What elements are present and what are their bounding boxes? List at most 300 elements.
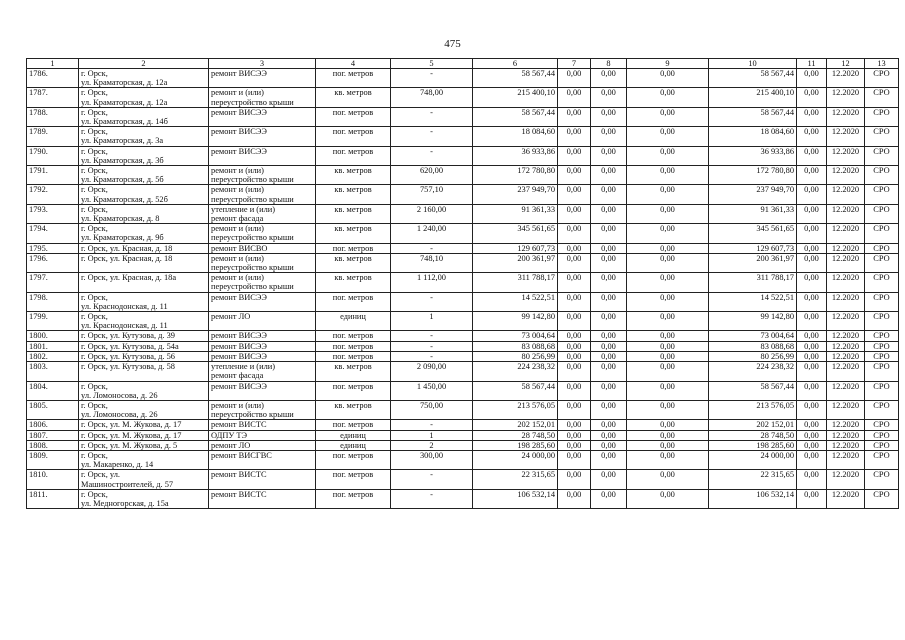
table-cell: СРО (865, 88, 899, 107)
table-cell (209, 341, 316, 351)
table-cell: 22 315,65 (473, 470, 558, 489)
table-cell: кв. метров (316, 400, 391, 419)
column-header: 7 (558, 59, 591, 69)
table-cell: 0,00 (591, 440, 627, 450)
cell-line: г. Орск, ул. М. Жукова, д. 17 (81, 430, 182, 440)
table-cell: 0,00 (797, 489, 827, 508)
table-cell: 12.2020 (827, 362, 865, 381)
table-cell: кв. метров (316, 88, 391, 107)
table-cell: 0,00 (627, 243, 709, 253)
table-cell: 0,00 (627, 430, 709, 440)
cell-line: ул. Краматорская, д. 12а (81, 97, 168, 107)
table-cell: 0,00 (558, 489, 591, 508)
table-cell: 215 400,10 (473, 88, 558, 107)
cell-line: ул. Краматорская, д. 12а (81, 78, 168, 88)
table-cell: 0,00 (558, 107, 591, 126)
cell-line: переустройство крыши (211, 194, 294, 204)
table-cell: 0,00 (627, 273, 709, 292)
cell-line: г. Орск, (81, 292, 108, 302)
table-cell: пог. метров (316, 470, 391, 489)
table-cell: 750,00 (391, 400, 473, 419)
table-cell: 14 522,51 (473, 292, 558, 311)
table-cell (209, 470, 316, 489)
table-cell: кв. метров (316, 253, 391, 272)
table-cell: 28 748,50 (473, 430, 558, 440)
table-cell: 73 004,64 (473, 331, 558, 341)
table-cell: 620,00 (391, 166, 473, 185)
table-cell (209, 107, 316, 126)
table-cell: - (391, 292, 473, 311)
table-cell (209, 381, 316, 400)
table-cell: 0,00 (627, 312, 709, 331)
table-cell: 311 788,17 (473, 273, 558, 292)
table-cell (79, 243, 209, 253)
table-cell: 12.2020 (827, 400, 865, 419)
table-cell: пог. метров (316, 351, 391, 361)
column-header: 11 (797, 59, 827, 69)
cell-line: г. Орск, ул. Кутузова, д. 56 (81, 351, 175, 361)
table-cell: 0,00 (591, 146, 627, 165)
cell-line: г. Орск, ул. М. Жукова, д. 17 (81, 420, 182, 430)
table-cell: 0,00 (797, 341, 827, 351)
table-cell: 0,00 (797, 224, 827, 243)
table-cell: 12.2020 (827, 88, 865, 107)
table-cell (79, 331, 209, 341)
table-cell: кв. метров (316, 273, 391, 292)
table-cell: СРО (865, 400, 899, 419)
table-row (27, 292, 899, 311)
table-cell: кв. метров (316, 166, 391, 185)
table-cell: 58 567,44 (473, 381, 558, 400)
table-cell: 0,00 (627, 146, 709, 165)
table-cell: 0,00 (627, 341, 709, 351)
table-cell: 0,00 (591, 400, 627, 419)
table-cell: 0,00 (591, 69, 627, 88)
table-cell: 129 607,73 (473, 243, 558, 253)
table-cell (209, 146, 316, 165)
table-cell (79, 69, 209, 88)
table-cell: 0,00 (558, 204, 591, 223)
table-cell: 1 (391, 312, 473, 331)
table-cell (209, 440, 316, 450)
table-cell: 224 238,32 (473, 362, 558, 381)
table-cell: 91 361,33 (709, 204, 797, 223)
table-cell: 0,00 (627, 166, 709, 185)
table-cell: 172 780,80 (709, 166, 797, 185)
table-cell: 0,00 (797, 312, 827, 331)
table-cell: кв. метров (316, 185, 391, 204)
table-cell: 12.2020 (827, 224, 865, 243)
table-row (27, 185, 899, 204)
table-cell: кв. метров (316, 362, 391, 381)
cell-line: ул. Макаренко, д. 14 (81, 460, 154, 470)
table-cell: 1 240,00 (391, 224, 473, 243)
table-cell: 0,00 (797, 273, 827, 292)
table-cell: пог. метров (316, 69, 391, 88)
table-row (27, 362, 899, 381)
table-cell: СРО (865, 351, 899, 361)
table-cell: 0,00 (558, 185, 591, 204)
table-cell: 0,00 (591, 331, 627, 341)
table-cell: 58 567,44 (709, 381, 797, 400)
column-header: 2 (79, 59, 209, 69)
table-cell: 0,00 (558, 224, 591, 243)
table-cell: 0,00 (627, 381, 709, 400)
table-cell: 1802. (27, 351, 79, 361)
table-cell: пог. метров (316, 331, 391, 341)
table-cell: 0,00 (627, 88, 709, 107)
table-cell (209, 351, 316, 361)
table-cell (79, 88, 209, 107)
table-row (27, 146, 899, 165)
table-cell: 12.2020 (827, 420, 865, 430)
table-cell: СРО (865, 204, 899, 223)
table-cell: 1799. (27, 312, 79, 331)
cell-line: ремонт фасада (211, 371, 264, 381)
table-cell: 0,00 (797, 430, 827, 440)
cell-line: ремонт ВИСТС (211, 420, 267, 430)
table-cell: СРО (865, 166, 899, 185)
cell-line: г. Орск, (81, 204, 108, 214)
table-row (27, 440, 899, 450)
table-cell: 12.2020 (827, 331, 865, 341)
table-cell: 0,00 (591, 243, 627, 253)
table-cell: 0,00 (591, 381, 627, 400)
table-row (27, 166, 899, 185)
cell-line: ул. Ломоносова, д. 26 (81, 390, 158, 400)
table-cell (79, 420, 209, 430)
table-cell: - (391, 351, 473, 361)
table-cell (79, 351, 209, 361)
table-cell: 213 576,05 (709, 400, 797, 419)
table-cell: 224 238,32 (709, 362, 797, 381)
cell-line: г. Орск, (81, 88, 108, 98)
table-cell (79, 224, 209, 243)
table-cell: 83 088,68 (473, 341, 558, 351)
table-cell: 18 084,60 (709, 127, 797, 146)
table-cell: 1800. (27, 331, 79, 341)
table-cell: СРО (865, 331, 899, 341)
cell-line: переустройство крыши (211, 263, 294, 273)
table-cell: 12.2020 (827, 351, 865, 361)
table-row (27, 107, 899, 126)
table-cell: 0,00 (558, 351, 591, 361)
table-body (27, 69, 899, 509)
table-cell: 198 285,60 (473, 440, 558, 450)
table-cell: пог. метров (316, 489, 391, 508)
table-cell: 0,00 (797, 470, 827, 489)
table-cell: 215 400,10 (709, 88, 797, 107)
table-cell: 0,00 (558, 253, 591, 272)
table-cell: 1797. (27, 273, 79, 292)
cell-line: ремонт ВИСЭЭ (211, 351, 267, 361)
table-cell: - (391, 331, 473, 341)
table-cell (209, 273, 316, 292)
table-cell: пог. метров (316, 341, 391, 351)
table-cell: 0,00 (591, 420, 627, 430)
column-header: 5 (391, 59, 473, 69)
table-cell: 0,00 (797, 351, 827, 361)
table-cell: 0,00 (627, 292, 709, 311)
table-cell: 22 315,65 (709, 470, 797, 489)
table-cell: 0,00 (591, 450, 627, 469)
table-cell: 0,00 (591, 185, 627, 204)
table-cell: 0,00 (591, 351, 627, 361)
table-cell: 0,00 (591, 430, 627, 440)
table-cell: 757,10 (391, 185, 473, 204)
cell-line: г. Орск, (81, 489, 108, 499)
table-cell: кв. метров (316, 204, 391, 223)
table-cell: 1786. (27, 69, 79, 88)
table-cell: СРО (865, 312, 899, 331)
table-cell: 0,00 (627, 69, 709, 88)
table-cell: 0,00 (591, 107, 627, 126)
table-cell: 0,00 (797, 450, 827, 469)
table-cell: пог. метров (316, 127, 391, 146)
table-cell: 0,00 (627, 489, 709, 508)
table-cell (209, 430, 316, 440)
table-cell: 0,00 (797, 204, 827, 223)
table-cell: пог. метров (316, 107, 391, 126)
cell-line: ремонт и (или) (211, 273, 264, 283)
table-cell: 0,00 (627, 362, 709, 381)
cell-line: ремонт и (или) (211, 224, 264, 234)
table-cell: 0,00 (558, 381, 591, 400)
table-cell: 0,00 (591, 88, 627, 107)
cell-line: ремонт ВИСЭЭ (211, 341, 267, 351)
table-cell: - (391, 69, 473, 88)
table-cell: 0,00 (627, 470, 709, 489)
table-cell: СРО (865, 253, 899, 272)
table-cell: 0,00 (591, 341, 627, 351)
cell-line: г. Орск, ул. Кутузова, д. 39 (81, 331, 175, 341)
cell-line: ремонт и (или) (211, 253, 264, 263)
cell-line: утепление и (или) (211, 362, 276, 372)
cell-line: ул. Краматорская, д. 5б (81, 175, 164, 185)
column-header: 9 (627, 59, 709, 69)
table-cell: 345 561,65 (709, 224, 797, 243)
cell-line: ул. Медногорская, д. 15а (81, 498, 169, 508)
table-cell: 12.2020 (827, 127, 865, 146)
table-cell: 14 522,51 (709, 292, 797, 311)
capital-repair-table (26, 58, 899, 509)
cell-line: г. Орск, ул. Кутузова, д. 58 (81, 362, 175, 372)
table-cell: 1792. (27, 185, 79, 204)
table-cell: 12.2020 (827, 312, 865, 331)
table-cell: 1 (391, 430, 473, 440)
table-cell: 99 142,80 (709, 312, 797, 331)
table-cell: 1803. (27, 362, 79, 381)
table-cell (79, 381, 209, 400)
table-cell: 12.2020 (827, 489, 865, 508)
cell-line: ремонт ВИСЭЭ (211, 127, 267, 137)
table-row (27, 381, 899, 400)
cell-line: ремонт и (или) (211, 185, 264, 195)
cell-line: ремонт ВИСЭЭ (211, 146, 267, 156)
cell-line: г. Орск, (81, 107, 108, 117)
table-cell: пог. метров (316, 450, 391, 469)
table-cell: 0,00 (558, 440, 591, 450)
table-cell (79, 450, 209, 469)
table-cell: 1793. (27, 204, 79, 223)
table-cell: СРО (865, 224, 899, 243)
table-cell: 0,00 (797, 185, 827, 204)
table-cell: СРО (865, 127, 899, 146)
cell-line: ремонт ЛО (211, 312, 251, 322)
table-cell: 1788. (27, 107, 79, 126)
column-header: 4 (316, 59, 391, 69)
table-cell: 129 607,73 (709, 243, 797, 253)
cell-line: г. Орск, ул. (81, 470, 120, 480)
table-row (27, 127, 899, 146)
table-cell: 12.2020 (827, 253, 865, 272)
table-cell: пог. метров (316, 243, 391, 253)
table-cell (209, 204, 316, 223)
table-cell: - (391, 243, 473, 253)
table-cell: 1789. (27, 127, 79, 146)
table-cell: 1 450,00 (391, 381, 473, 400)
table-cell: 0,00 (627, 331, 709, 341)
table-row (27, 253, 899, 272)
table-cell: 0,00 (797, 292, 827, 311)
table-cell: 0,00 (558, 127, 591, 146)
table-cell: 345 561,65 (473, 224, 558, 243)
cell-line: ремонт ВИСЭЭ (211, 381, 267, 391)
table-cell: 1810. (27, 470, 79, 489)
table-cell: 300,00 (391, 450, 473, 469)
table-cell: единиц (316, 312, 391, 331)
table-cell: 237 949,70 (709, 185, 797, 204)
table-cell: 1787. (27, 88, 79, 107)
table-cell (209, 450, 316, 469)
table-cell: 58 567,44 (709, 69, 797, 88)
table-row (27, 69, 899, 88)
table-cell (209, 166, 316, 185)
cell-line: г. Орск, (81, 185, 108, 195)
table-row (27, 351, 899, 361)
table-cell: СРО (865, 185, 899, 204)
table-cell: 0,00 (627, 400, 709, 419)
table-cell: 0,00 (627, 185, 709, 204)
table-cell (209, 243, 316, 253)
table-cell: 12.2020 (827, 440, 865, 450)
cell-line: ремонт и (или) (211, 166, 264, 176)
table-cell: СРО (865, 440, 899, 450)
table-cell: СРО (865, 69, 899, 88)
table-cell: 200 361,97 (709, 253, 797, 272)
cell-line: г. Орск, ул. Кутузова, д. 54а (81, 341, 179, 351)
table-cell: 0,00 (558, 69, 591, 88)
cell-line: ремонт ВИСГВС (211, 450, 272, 460)
cell-line: ремонт ВИСТС (211, 489, 267, 499)
table-cell: 0,00 (627, 127, 709, 146)
column-header: 3 (209, 59, 316, 69)
table-cell: - (391, 470, 473, 489)
table-cell: СРО (865, 450, 899, 469)
cell-line: ремонт ЛО (211, 440, 251, 450)
table-cell: СРО (865, 273, 899, 292)
table-cell: 1811. (27, 489, 79, 508)
cell-line: Машиностроителей, д. 57 (81, 479, 174, 489)
table-cell: 0,00 (558, 362, 591, 381)
cell-line: переустройство крыши (211, 97, 294, 107)
table-cell: 1795. (27, 243, 79, 253)
table-cell (79, 204, 209, 223)
table-cell: СРО (865, 381, 899, 400)
table-cell: 12.2020 (827, 146, 865, 165)
table-cell: СРО (865, 420, 899, 430)
table-cell: 24 000,00 (709, 450, 797, 469)
table-cell: 0,00 (797, 166, 827, 185)
table-cell (79, 253, 209, 272)
column-header: 13 (865, 59, 899, 69)
table-cell: 0,00 (591, 224, 627, 243)
table-cell: - (391, 146, 473, 165)
cell-line: переустройство крыши (211, 410, 294, 420)
table-cell: 80 256,99 (473, 351, 558, 361)
table-row (27, 273, 899, 292)
table-cell: - (391, 107, 473, 126)
table-cell (79, 292, 209, 311)
table-cell: 91 361,33 (473, 204, 558, 223)
table-cell: 0,00 (797, 88, 827, 107)
table-cell: 1807. (27, 430, 79, 440)
table-cell: пог. метров (316, 420, 391, 430)
cell-line: ремонт ВИСТС (211, 470, 267, 480)
table-cell: единиц (316, 440, 391, 450)
table-row (27, 430, 899, 440)
table-cell: 0,00 (797, 253, 827, 272)
table-cell: 0,00 (627, 351, 709, 361)
table-cell: 36 933,86 (473, 146, 558, 165)
cell-line: г. Орск, (81, 450, 108, 460)
table-row (27, 420, 899, 430)
cell-line: г. Орск, (81, 400, 108, 410)
table-cell: 12.2020 (827, 107, 865, 126)
table-row (27, 312, 899, 331)
table-cell: 0,00 (558, 450, 591, 469)
table-cell (209, 127, 316, 146)
table-cell: 0,00 (558, 273, 591, 292)
table-cell (209, 88, 316, 107)
table-cell: 2 090,00 (391, 362, 473, 381)
table-cell: 1809. (27, 450, 79, 469)
table-cell (79, 430, 209, 440)
table-cell: 12.2020 (827, 166, 865, 185)
table-cell: 0,00 (797, 362, 827, 381)
table-cell: СРО (865, 430, 899, 440)
table-cell: 1798. (27, 292, 79, 311)
table-cell: - (391, 489, 473, 508)
table-cell: 0,00 (591, 312, 627, 331)
table-cell: СРО (865, 146, 899, 165)
cell-line: ремонт фасада (211, 214, 264, 224)
table-cell: 0,00 (627, 450, 709, 469)
table-cell (209, 489, 316, 508)
table-cell: 0,00 (558, 243, 591, 253)
table-cell: СРО (865, 107, 899, 126)
cell-line: г. Орск, (81, 69, 108, 78)
table-cell: СРО (865, 489, 899, 508)
cell-line: ремонт и (или) (211, 88, 264, 98)
table-cell: 1794. (27, 224, 79, 243)
cell-line: ОДПУ ТЭ (211, 430, 248, 440)
cell-line: ул. Краснодонская, д. 11 (81, 321, 168, 331)
table-row (27, 450, 899, 469)
table-cell: 24 000,00 (473, 450, 558, 469)
cell-line: ул. Краматорская, д. 3б (81, 155, 164, 165)
table-cell: - (391, 341, 473, 351)
